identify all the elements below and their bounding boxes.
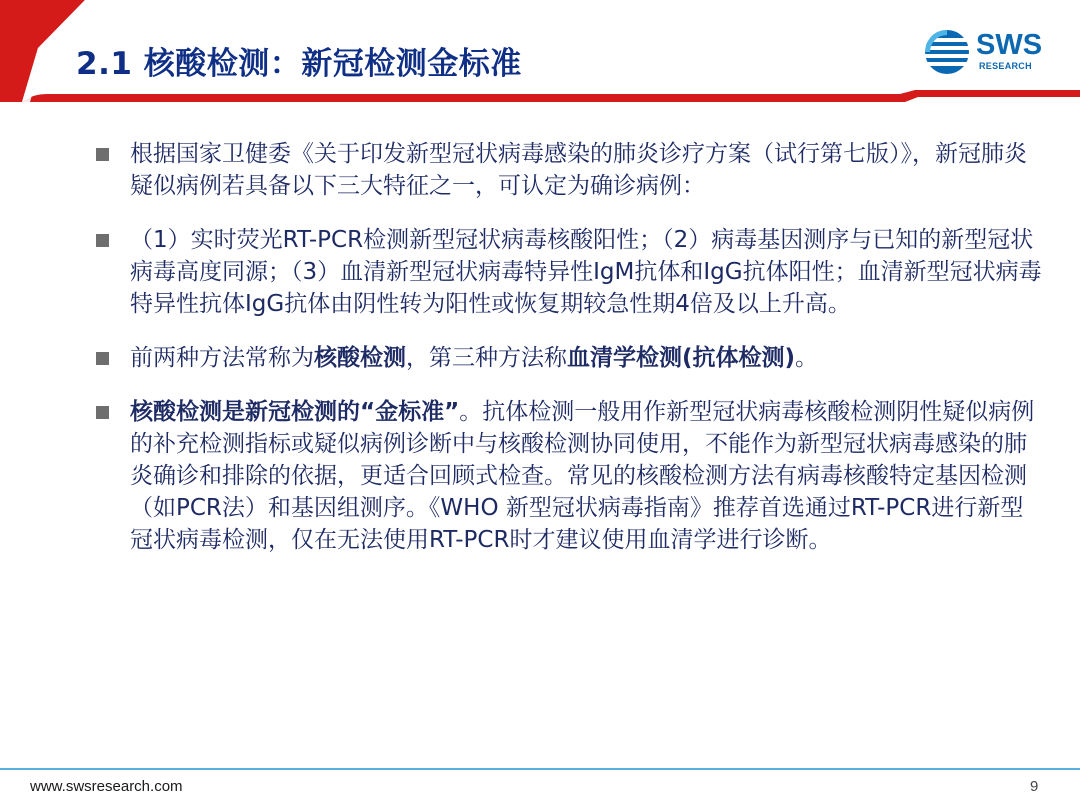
bullet-square-icon — [96, 406, 109, 419]
text-segment: 。抗体检测一般用作新型冠状病毒核酸检测阴性疑似病例的补充检测指标或疑似病例诊断中与核酸检测协同使用，不能作为新型冠状病毒感染的肺炎确诊和排除的依据，更适合回顾式检查。常见的核酸检测方法有病毒核酸特定基因检测（如PCR法）和基因组测序。《WHO 新型冠状病毒指南》推荐首选通过RT-PCR进行新型冠状病毒检测，仅在无法使用RT-PCR时才建议使用血清学进行诊断。 — [130, 399, 1035, 553]
footer-url-link[interactable]: www.swsresearch.com — [30, 778, 183, 795]
footer-divider — [0, 768, 1080, 770]
bullet-text: 根据国家卫健委《关于印发新型冠状病毒感染的肺炎诊疗方案（试行第七版）》，新冠肺炎疑似病例若具备以下三大特征之一，可认定为确诊病例： — [130, 141, 1027, 199]
bullet-text: （1）实时荧光RT-PCR检测新型冠状病毒核酸阳性；（2）病毒基因测序与已知的新型冠状病毒高度同源；（3）血清新型冠状病毒特异性IgM抗体和IgG抗体阳性；血清新型冠状病毒特异性抗体IgG抗体由阴性转为阳性或恢复期较急性期4倍及以上升高。 — [130, 227, 1042, 317]
logo-subtext: RESEARCH — [979, 61, 1032, 71]
bold-term-serology: 血清学检测(抗体检测) — [567, 345, 796, 371]
text-segment: ，第三种方法称 — [406, 345, 567, 371]
red-header-bar — [22, 90, 1080, 102]
bullet-item — [96, 138, 1046, 202]
globe-icon — [922, 27, 974, 77]
bullet-square-icon — [96, 234, 109, 247]
sws-logo — [922, 27, 1057, 77]
slide-header — [0, 0, 1080, 110]
text-segment: 。 — [795, 345, 819, 371]
page-number: 9 — [1030, 778, 1039, 795]
text-segment: 前两种方法常称为 — [130, 345, 314, 371]
page-title: 2.1 核酸检测：新冠检测金标准 — [76, 46, 522, 82]
bold-gold-standard: 核酸检测是新冠检测的“金标准” — [130, 399, 460, 425]
bold-term-nucleic-acid: 核酸检测 — [314, 345, 406, 371]
bullet-item — [96, 342, 1046, 374]
bullet-text — [130, 396, 1046, 556]
bullet-item — [96, 396, 1046, 556]
bullet-square-icon — [96, 352, 109, 365]
bullet-item — [96, 224, 1046, 320]
bullet-list — [96, 138, 1046, 578]
logo-text: SWS — [976, 29, 1043, 61]
bullet-square-icon — [96, 148, 109, 161]
bullet-text — [130, 342, 1046, 374]
